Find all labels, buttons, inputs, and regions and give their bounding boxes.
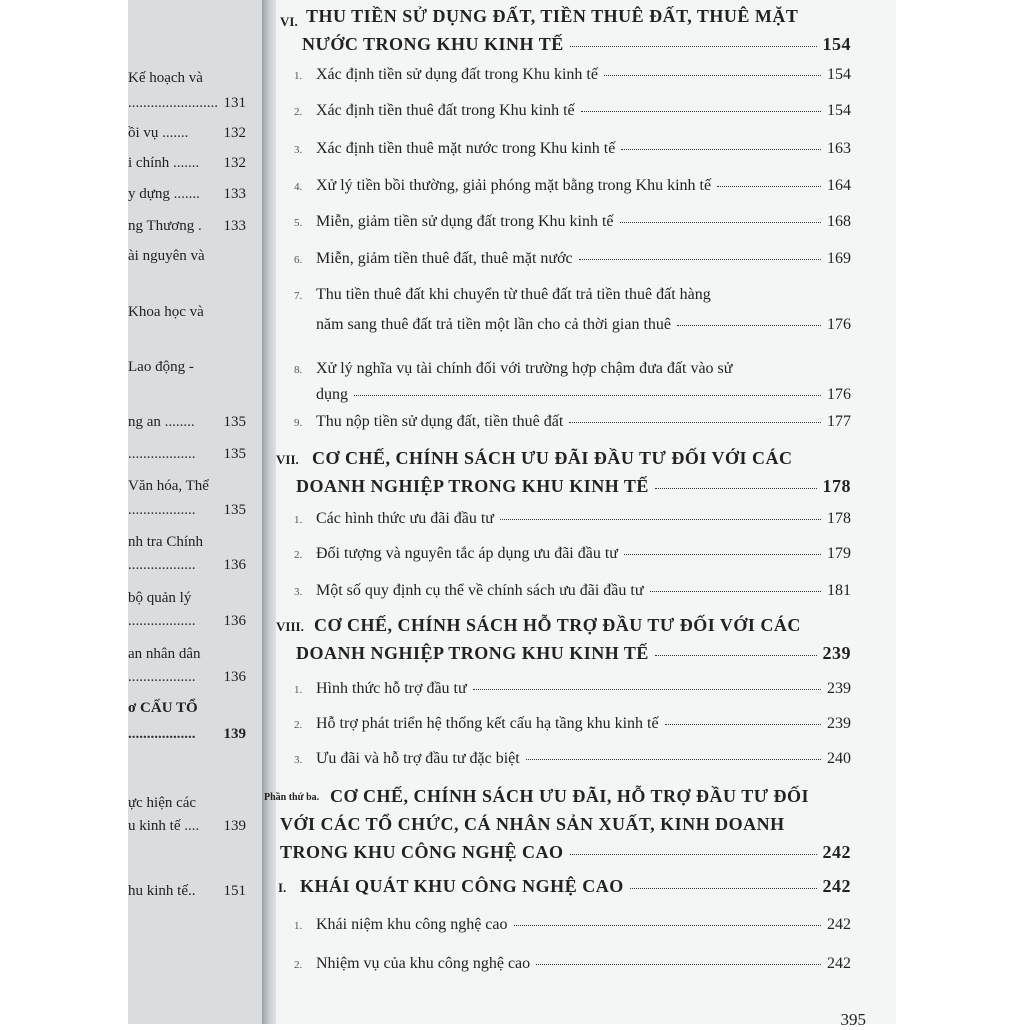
left-row: an nhân dân: [128, 646, 201, 662]
left-row: ài nguyên và: [128, 248, 205, 264]
page-number: 395: [840, 1010, 866, 1029]
left-row: u kinh tế .... 139: [128, 818, 246, 834]
left-row: ........................ 131: [128, 95, 246, 111]
left-row: Lao động -: [128, 359, 194, 375]
left-row: ng Thương . 133: [128, 218, 246, 234]
left-row: .................. 136: [128, 669, 246, 685]
left-row: .................. 135: [128, 446, 246, 462]
left-row: Khoa học và: [128, 304, 204, 320]
left-row: Kế hoạch và: [128, 70, 203, 86]
left-row: ng an ........ 135: [128, 414, 246, 430]
left-row: nh tra Chính: [128, 534, 203, 550]
left-row: bộ quản lý: [128, 590, 192, 606]
right-page: VI. THU TIỀN SỬ DỤNG ĐẤT, TIỀN THUÊ ĐẤT, THUÊ MẶT NƯỚC TRONG KHU KINH TẾ 154 1. Xác định tiền sử dụng đất trong Khu kinh tế 154 2. Xác định tiền thuê đất trong Khu kinh tế 154 3. Xác định tiền thuê mặt nước trong Khu kinh tế 163 4. Xử lý tiền bồi thường, giải phóng mặt bằng trong Khu kinh tế 164 5. Miễn, giảm tiền sử dụng đất trong Khu kinh tế 168 6. Miễn, giảm tiền thuê đất, thuê mặt nước 169 7. Thu tiền thuê đất khi chuyển từ thuê đất trả tiền thuê đất hàng năm sang thuê đất trả tiền một lần cho cả thời gian thuê 176 8. Xử lý nghĩa vụ tài chính đối với trường hợp chậm đưa đất vào sử dụng 176 9. Thu nộp tiền sử dụng đất, tiền thuê đất 177 VII. CƠ CHẾ, CHÍNH SÁCH ƯU ĐÃI ĐẦU TƯ ĐỐI VỚI CÁC DOANH NGHIỆP TRONG KHU KINH TẾ 178 1. Các hình thức ưu đãi đầu tư 178 2. Đối tượng và nguyên tắc áp dụng ưu đãi đầu tư 179 3. Một số quy định cụ thể về chính sách ưu đãi đầu tư 181 VIII. CƠ CHẾ, CHÍNH SÁCH HỖ TRỢ ĐẦU TƯ ĐỐI VỚI CÁC DOANH NGHIỆP TRONG KHU KINH TẾ 239 1. Hình thức hỗ trợ đầu tư 239 2. Hỗ trợ phát triển hệ thống kết cấu hạ tầng khu kinh tế 239 3. Ưu đãi và hỗ trợ đầu tư đặc biệt 240 Phần thứ ba. CƠ CHẾ, CHÍNH SÁCH ƯU ĐÃI, HỖ TRỢ ĐẦU TƯ ĐỐI VỚI CÁC TỔ CHỨC, CÁ NHÂN SẢN XUẤT, KINH DOANH TRONG KHU CÔNG NGHỆ CAO 242 I. KHÁI QUÁT KHU CÔNG NGHỆ CAO 242 1. Khái niệm khu công nghệ cao 242 2. Nhiệm vụ của khu công nghệ cao 242 395: [276, 0, 896, 1024]
left-row: hu kinh tế.. 151: [128, 883, 246, 899]
left-row: y dựng ....... 133: [128, 186, 246, 202]
left-row: Văn hóa, Thể: [128, 478, 209, 494]
left-row: .................. 136: [128, 557, 246, 573]
left-row: .................. 136: [128, 613, 246, 629]
left-row: ơ CẤU TỔ: [128, 700, 198, 716]
left-row: .................. 139: [128, 726, 246, 742]
left-row: ồi vụ ....... 132: [128, 125, 246, 141]
left-row: .................. 135: [128, 502, 246, 518]
left-row: ực hiện các: [128, 795, 197, 811]
left-row: i chính ....... 132: [128, 155, 246, 171]
left-page: [128, 0, 268, 1024]
